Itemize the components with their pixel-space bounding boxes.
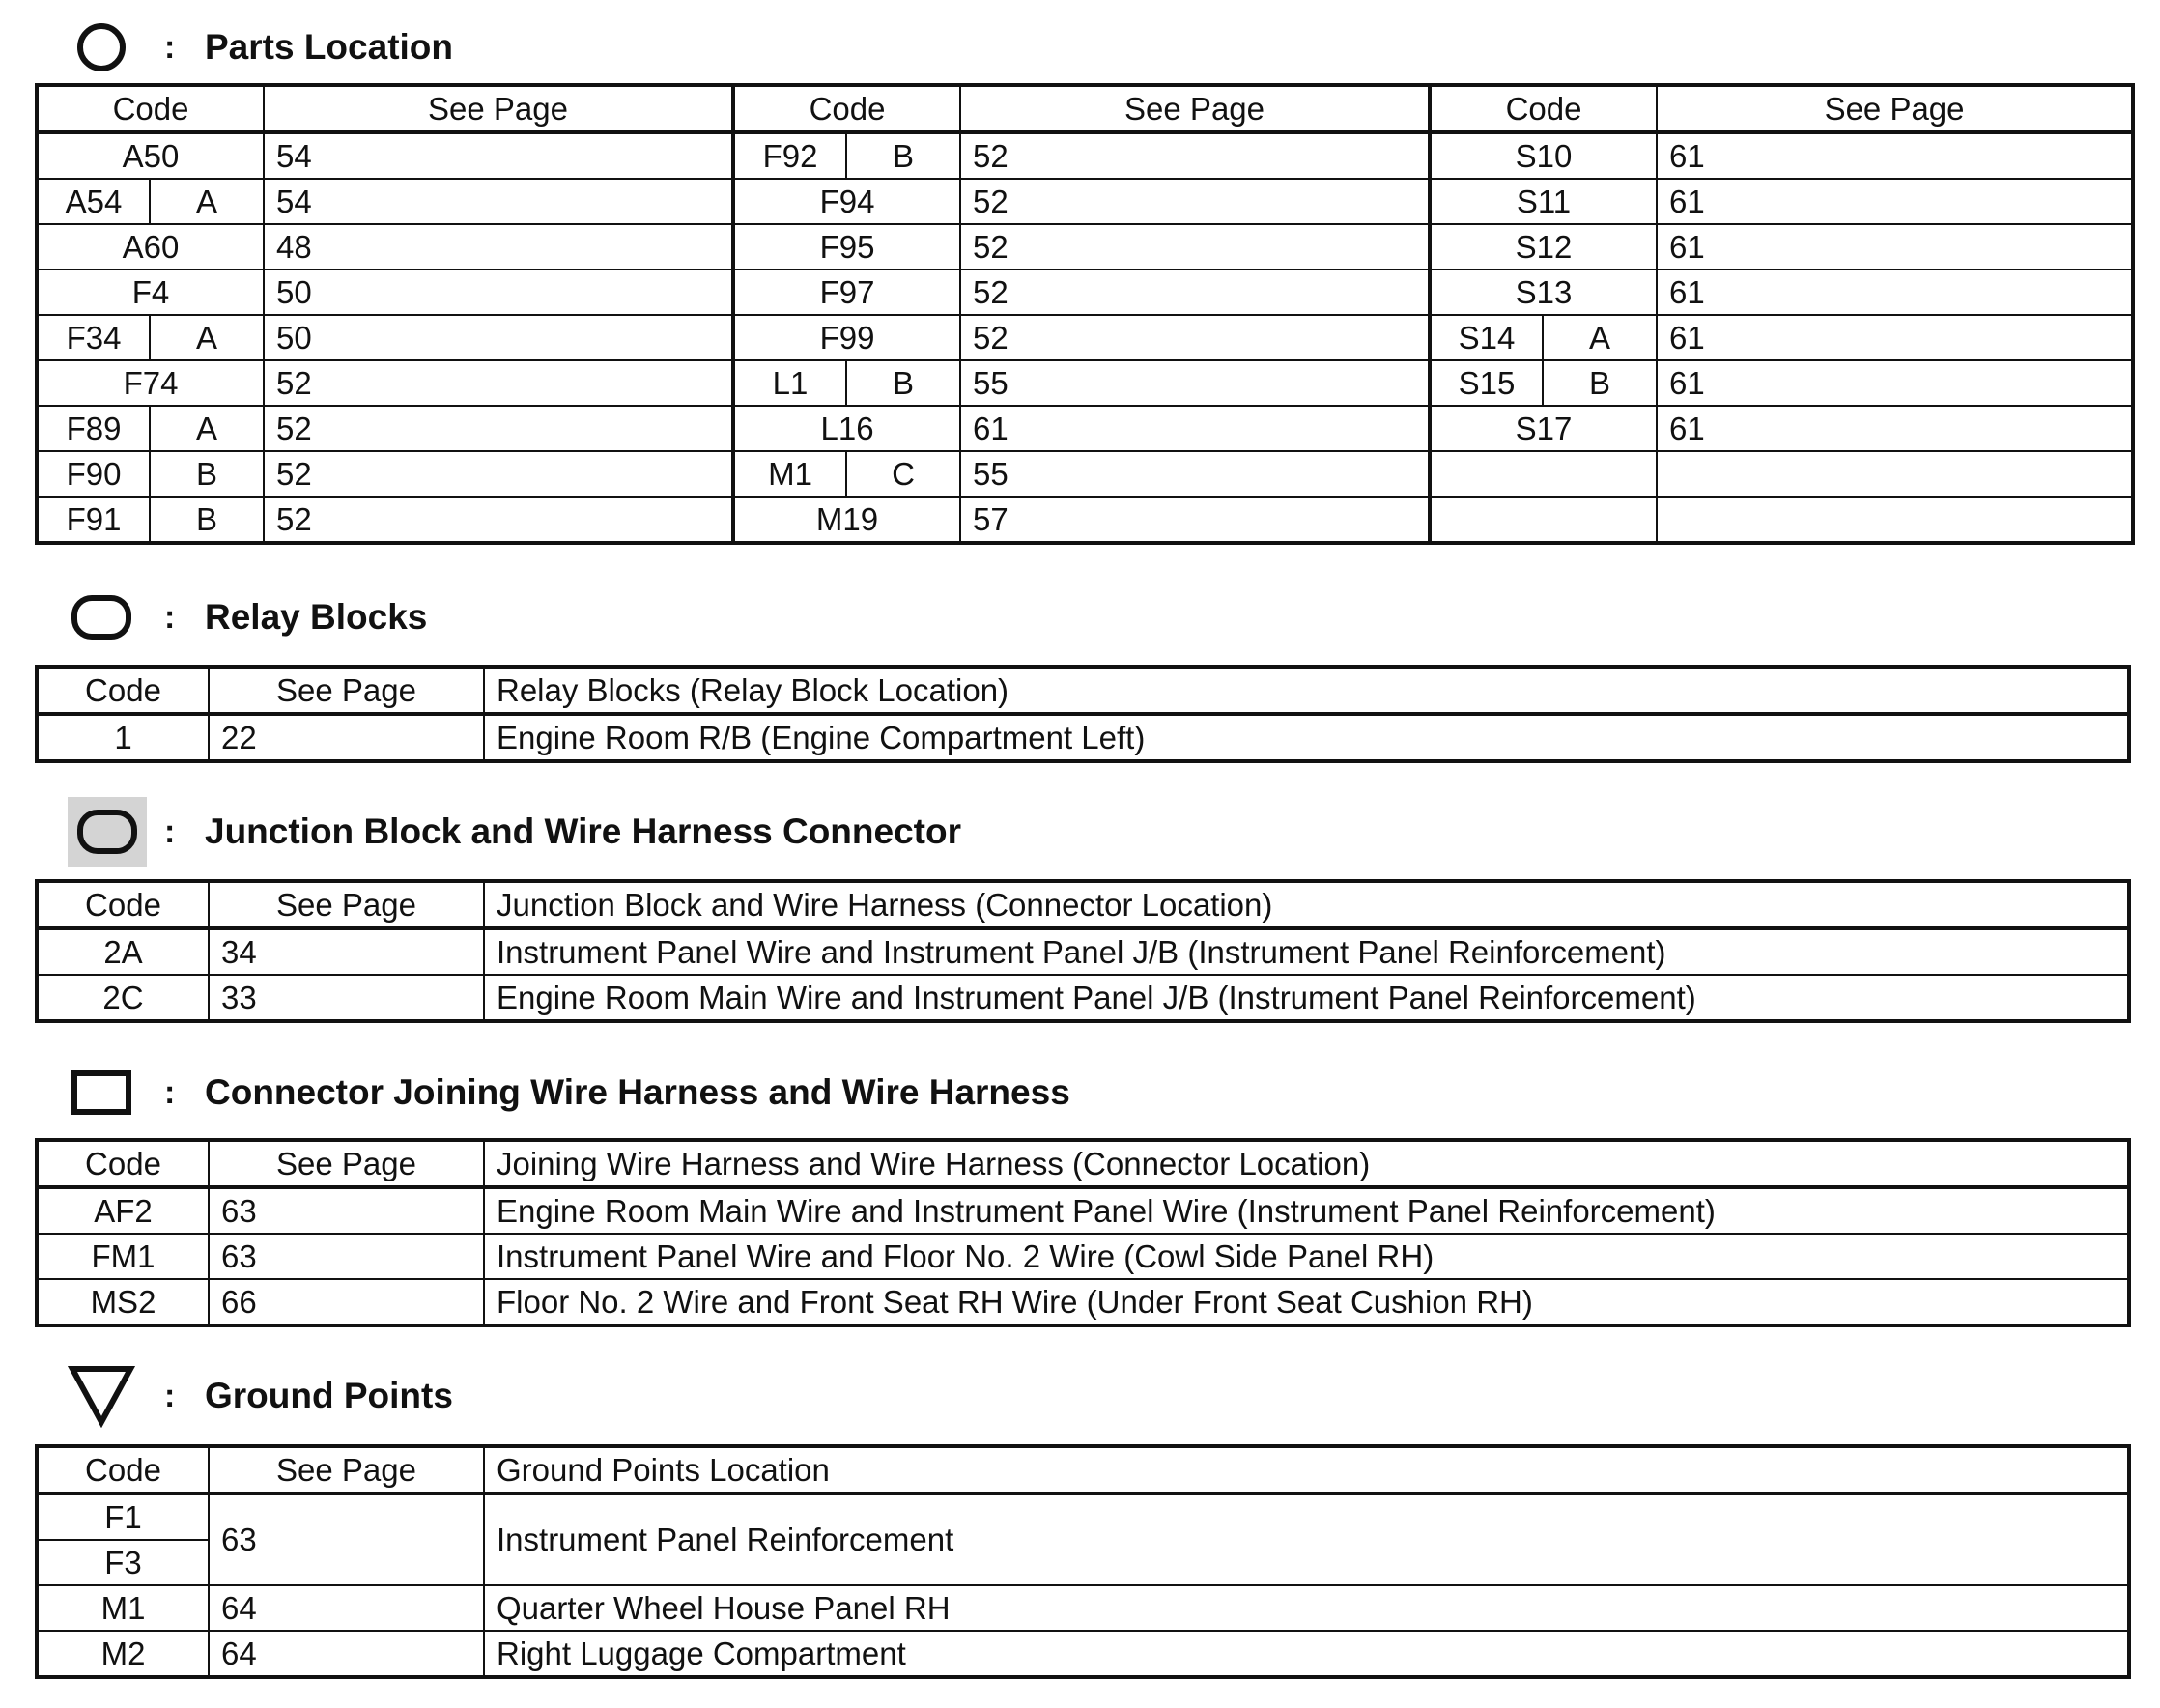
page-cell: 52 — [960, 132, 1430, 179]
code-cell: S10 — [1430, 132, 1657, 179]
code-cell: FM1 — [37, 1234, 209, 1279]
table-row — [37, 132, 2133, 179]
column-header-see-page: See Page — [209, 667, 484, 714]
circle-icon — [68, 14, 135, 81]
page-cell: 63 — [209, 1187, 484, 1234]
table-row — [37, 451, 2133, 497]
column-header-code: Code — [37, 85, 264, 132]
column-header-code: Code — [37, 1446, 209, 1494]
page-cell: 57 — [960, 497, 1430, 543]
section-title: Parts Location — [205, 27, 453, 67]
description-cell: Quarter Wheel House Panel RH — [484, 1585, 2129, 1631]
page-cell: 52 — [264, 451, 733, 497]
junction-block-heading — [68, 798, 961, 866]
table-header-row — [37, 667, 2129, 714]
code-cell: F74 — [37, 360, 264, 406]
page-cell: 50 — [264, 315, 733, 360]
description-cell: Instrument Panel Wire and Floor No. 2 Wire (Cowl Side Panel RH) — [484, 1234, 2129, 1279]
column-header-see-page: See Page — [264, 85, 733, 132]
table-row — [37, 270, 2133, 315]
connector-suffix-cell: B — [846, 360, 960, 406]
code-cell: M1 — [37, 1585, 209, 1631]
table-row — [37, 1279, 2129, 1325]
rect-icon — [68, 1059, 135, 1126]
code-cell: M19 — [733, 497, 960, 543]
page-cell: 54 — [264, 179, 733, 224]
column-header-description: Junction Block and Wire Harness (Connector Location) — [484, 881, 2129, 928]
code-cell: S12 — [1430, 224, 1657, 270]
code-cell: L16 — [733, 406, 960, 451]
code-cell: F1 — [37, 1494, 209, 1540]
code-cell: F91 — [37, 497, 150, 543]
column-header-see-page: See Page — [1657, 85, 2133, 132]
code-cell: 2C — [37, 975, 209, 1021]
page-cell: 52 — [960, 179, 1430, 224]
table-row — [37, 1631, 2129, 1677]
relay-blocks-table — [35, 665, 2131, 763]
heading-colon: : — [164, 1073, 176, 1111]
code-cell: A50 — [37, 132, 264, 179]
page-cell — [1657, 497, 2133, 543]
column-header-description: Joining Wire Harness and Wire Harness (Connector Location) — [484, 1140, 2129, 1187]
code-cell: A60 — [37, 224, 264, 270]
page-cell: 61 — [960, 406, 1430, 451]
connector-suffix-cell: A — [150, 179, 264, 224]
connector-suffix-cell: B — [846, 132, 960, 179]
page-cell: 34 — [209, 928, 484, 975]
table-row — [37, 714, 2129, 761]
table-header-row — [37, 1140, 2129, 1187]
table-row — [37, 497, 2133, 543]
code-cell: F99 — [733, 315, 960, 360]
table-row — [37, 928, 2129, 975]
column-header-see-page: See Page — [960, 85, 1430, 132]
page-cell: 61 — [1657, 315, 2133, 360]
table-row — [37, 224, 2133, 270]
heading-colon: : — [164, 598, 176, 636]
section-title: Junction Block and Wire Harness Connector — [205, 811, 961, 851]
table-row — [37, 315, 2133, 360]
column-header-description: Relay Blocks (Relay Block Location) — [484, 667, 2129, 714]
rounded-rect-icon — [68, 584, 135, 651]
column-header-see-page: See Page — [209, 881, 484, 928]
page-cell: 61 — [1657, 179, 2133, 224]
description-cell: Engine Room Main Wire and Instrument Panel J/B (Instrument Panel Reinforcement) — [484, 975, 2129, 1021]
code-cell: F95 — [733, 224, 960, 270]
page-cell: 52 — [960, 224, 1430, 270]
description-cell: Engine Room Main Wire and Instrument Panel Wire (Instrument Panel Reinforcement) — [484, 1187, 2129, 1234]
page-cell: 66 — [209, 1279, 484, 1325]
code-cell: S17 — [1430, 406, 1657, 451]
page-cell: 33 — [209, 975, 484, 1021]
code-cell: S15 — [1430, 360, 1543, 406]
section-title: Connector Joining Wire Harness and Wire Harness — [205, 1072, 1070, 1112]
page-cell: 52 — [960, 315, 1430, 360]
page-cell: 52 — [264, 360, 733, 406]
code-cell: 2A — [37, 928, 209, 975]
parts-location-heading — [68, 14, 453, 81]
connector-suffix-cell: A — [1543, 315, 1657, 360]
connector-suffix-cell: A — [150, 406, 264, 451]
page-cell — [1657, 451, 2133, 497]
code-cell: AF2 — [37, 1187, 209, 1234]
page-cell: 52 — [960, 270, 1430, 315]
description-cell: Right Luggage Compartment — [484, 1631, 2129, 1677]
connector-suffix-cell: B — [150, 497, 264, 543]
code-cell: L1 — [733, 360, 846, 406]
description-cell: Instrument Panel Wire and Instrument Panel J/B (Instrument Panel Reinforcement) — [484, 928, 2129, 975]
column-header-code: Code — [1430, 85, 1657, 132]
page-cell: 61 — [1657, 406, 2133, 451]
code-cell — [1430, 497, 1657, 543]
page-cell: 52 — [264, 497, 733, 543]
ground-points-table — [35, 1444, 2131, 1679]
table-header-row — [37, 1446, 2129, 1494]
description-cell: Floor No. 2 Wire and Front Seat RH Wire (Under Front Seat Cushion RH) — [484, 1279, 2129, 1325]
page-cell: 61 — [1657, 360, 2133, 406]
code-cell: F4 — [37, 270, 264, 315]
code-cell: S13 — [1430, 270, 1657, 315]
table-row — [37, 1585, 2129, 1631]
connector-joining-heading — [68, 1059, 1070, 1126]
connector-joining-table — [35, 1138, 2131, 1327]
connector-suffix-cell: C — [846, 451, 960, 497]
table-row — [37, 1494, 2129, 1540]
table-row — [37, 360, 2133, 406]
code-cell — [1430, 451, 1657, 497]
column-header-code: Code — [37, 667, 209, 714]
connector-suffix-cell: B — [1543, 360, 1657, 406]
table-row — [37, 1187, 2129, 1234]
column-header-code: Code — [37, 881, 209, 928]
page-cell: 61 — [1657, 270, 2133, 315]
page-cell: 61 — [1657, 224, 2133, 270]
code-cell: S11 — [1430, 179, 1657, 224]
page-cell: 55 — [960, 451, 1430, 497]
table-row — [37, 1234, 2129, 1279]
description-cell: Engine Room R/B (Engine Compartment Left) — [484, 714, 2129, 761]
page-cell: 50 — [264, 270, 733, 315]
table-row — [37, 179, 2133, 224]
code-cell: F97 — [733, 270, 960, 315]
heading-colon: : — [164, 28, 176, 66]
junction-block-table — [35, 879, 2131, 1023]
description-cell: Instrument Panel Reinforcement — [484, 1494, 2129, 1585]
code-cell: F3 — [37, 1540, 209, 1585]
code-cell: F34 — [37, 315, 150, 360]
connector-suffix-cell: A — [150, 315, 264, 360]
table-row — [37, 406, 2133, 451]
ground-points-heading — [68, 1362, 453, 1430]
code-cell: M1 — [733, 451, 846, 497]
heading-colon: : — [164, 812, 176, 850]
page-cell: 52 — [264, 406, 733, 451]
parts-location-table — [35, 83, 2135, 545]
page-cell: 64 — [209, 1631, 484, 1677]
table-row — [37, 975, 2129, 1021]
relay-blocks-heading — [68, 584, 427, 651]
page-cell: 54 — [264, 132, 733, 179]
page-cell: 22 — [209, 714, 484, 761]
table-header-row — [37, 85, 2133, 132]
code-cell: 1 — [37, 714, 209, 761]
table-header-row — [37, 881, 2129, 928]
code-cell: F92 — [733, 132, 846, 179]
page-cell: 63 — [209, 1234, 484, 1279]
column-header-see-page: See Page — [209, 1140, 484, 1187]
page-cell: 63 — [209, 1494, 484, 1585]
code-cell: MS2 — [37, 1279, 209, 1325]
column-header-code: Code — [37, 1140, 209, 1187]
column-header-code: Code — [733, 85, 960, 132]
code-cell: F90 — [37, 451, 150, 497]
page-cell: 48 — [264, 224, 733, 270]
column-header-see-page: See Page — [209, 1446, 484, 1494]
code-cell: M2 — [37, 1631, 209, 1677]
code-cell: F89 — [37, 406, 150, 451]
connector-suffix-cell: B — [150, 451, 264, 497]
code-cell: A54 — [37, 179, 150, 224]
code-cell: F94 — [733, 179, 960, 224]
section-title: Ground Points — [205, 1376, 453, 1415]
page-cell: 64 — [209, 1585, 484, 1631]
code-cell: S14 — [1430, 315, 1543, 360]
section-title: Relay Blocks — [205, 597, 428, 637]
heading-colon: : — [164, 1377, 176, 1414]
triangle-icon — [68, 1362, 135, 1430]
page-cell: 61 — [1657, 132, 2133, 179]
shaded-rounded-rect-icon — [68, 797, 147, 867]
column-header-description: Ground Points Location — [484, 1446, 2129, 1494]
page-cell: 55 — [960, 360, 1430, 406]
